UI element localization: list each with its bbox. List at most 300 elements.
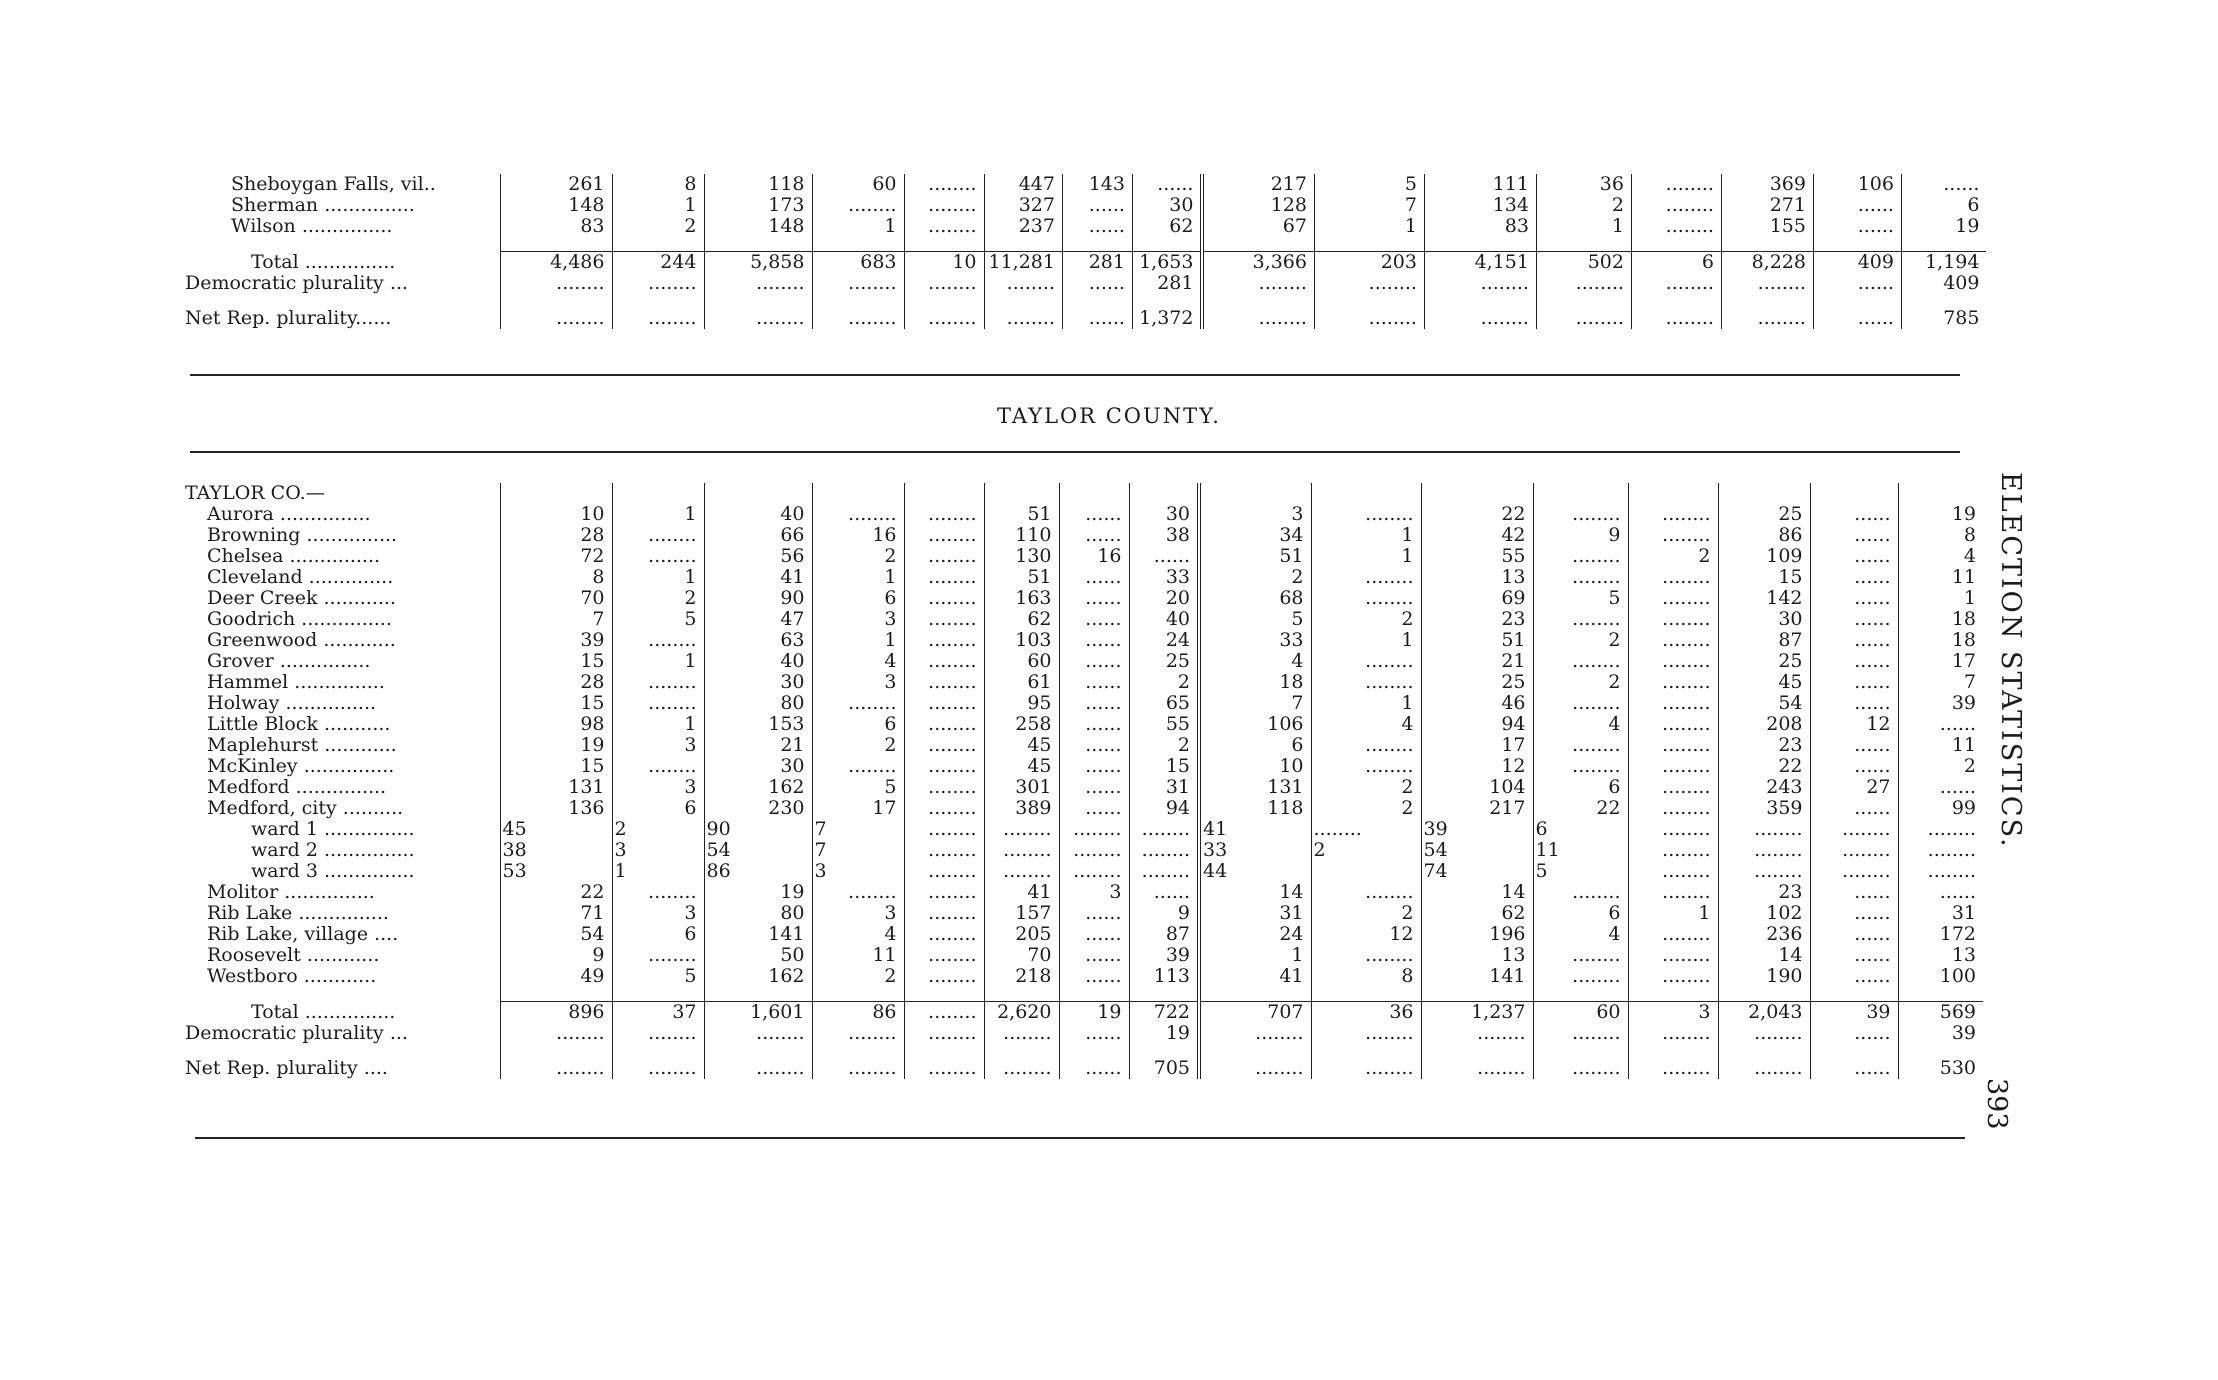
value-cell: ........ xyxy=(1536,273,1631,294)
spacer-cell xyxy=(612,987,704,1002)
value-cell: ........ xyxy=(1631,216,1721,237)
value-cell: 33 xyxy=(1129,567,1199,588)
value-cell: ........ xyxy=(812,504,904,525)
value-cell: ........ xyxy=(612,308,704,329)
value-cell: 39 xyxy=(1810,1002,1898,1024)
table-row xyxy=(185,861,1983,882)
value-cell: 24 xyxy=(1129,630,1199,651)
value-cell: 1 xyxy=(1199,945,1311,966)
value-cell: ........ xyxy=(1533,735,1628,756)
row-label: Greenwood ............ xyxy=(185,630,500,651)
value-cell: 27 xyxy=(1810,777,1898,798)
value-cell: 131 xyxy=(500,777,612,798)
spacer-cell xyxy=(1421,1044,1533,1058)
value-cell: ........ xyxy=(1721,273,1813,294)
value-cell: 9 xyxy=(500,945,612,966)
value-cell: 3 xyxy=(1059,882,1129,903)
value-cell: 3 xyxy=(812,903,904,924)
value-cell: 131 xyxy=(1199,777,1311,798)
ward-cell: ........ xyxy=(1129,840,1199,861)
value-cell: 4,151 xyxy=(1424,252,1536,274)
value-cell: ........ xyxy=(612,546,704,567)
value-cell: 68 xyxy=(1199,588,1311,609)
value-cell: ...... xyxy=(1810,630,1898,651)
spacer-cell xyxy=(1901,294,1986,308)
spacer-cell xyxy=(1062,237,1132,252)
value-cell: ........ xyxy=(1311,756,1421,777)
value-cell: ...... xyxy=(1810,567,1898,588)
value-cell: 16 xyxy=(812,525,904,546)
value-cell: 28 xyxy=(500,672,612,693)
value-cell: 55 xyxy=(1129,714,1199,735)
value-cell: ........ xyxy=(1533,546,1628,567)
value-cell: ........ xyxy=(1421,1023,1533,1044)
value-cell: ...... xyxy=(1810,903,1898,924)
value-cell: 30 xyxy=(704,756,812,777)
spacer-cell xyxy=(904,237,984,252)
value-cell: ...... xyxy=(1059,798,1129,819)
value-cell: 3 xyxy=(612,903,704,924)
total-row xyxy=(185,1002,1983,1024)
value-cell: 47 xyxy=(704,609,812,630)
value-cell: 2,043 xyxy=(1718,1002,1810,1024)
value-cell: 136 xyxy=(500,798,612,819)
value-cell: 13 xyxy=(1421,567,1533,588)
empty-cell xyxy=(812,483,904,504)
table-row xyxy=(185,819,1983,840)
value-cell: ...... xyxy=(1059,567,1129,588)
ward-cell: 2 xyxy=(1311,840,1421,861)
value-cell: 3 xyxy=(812,672,904,693)
row-label: ward 1 ............... xyxy=(185,819,500,840)
value-cell: 45 xyxy=(984,735,1059,756)
spacer-cell xyxy=(704,294,812,308)
section-divider-rule xyxy=(190,374,1960,376)
spacer-cell xyxy=(1424,237,1536,252)
value-cell: ........ xyxy=(1533,504,1628,525)
spacer-cell xyxy=(1536,294,1631,308)
value-cell: ...... xyxy=(1062,273,1132,294)
value-cell: 8 xyxy=(500,567,612,588)
value-cell: 6 xyxy=(812,588,904,609)
value-cell: ........ xyxy=(904,1002,984,1024)
value-cell: 10 xyxy=(1199,756,1311,777)
ward-cell: ........ xyxy=(1059,840,1129,861)
value-cell: ........ xyxy=(1314,273,1424,294)
spacer-cell xyxy=(1059,987,1129,1002)
value-cell: ........ xyxy=(904,273,984,294)
value-cell: ........ xyxy=(812,1058,904,1079)
value-cell: ...... xyxy=(1939,882,1976,903)
value-cell: 2 xyxy=(1533,630,1628,651)
value-cell: ........ xyxy=(1628,777,1718,798)
ward-cell: ........ xyxy=(1059,819,1129,840)
spacer-cell xyxy=(1628,987,1718,1002)
spacer-cell xyxy=(500,237,612,252)
spacer-cell xyxy=(1533,1044,1628,1058)
value-cell: ........ xyxy=(612,273,704,294)
ward-cell: ........ xyxy=(1810,861,1898,882)
empty-cell xyxy=(1129,483,1199,504)
ward-cell: ........ xyxy=(984,840,1059,861)
value-cell: ........ xyxy=(1628,504,1718,525)
value-cell: 60 xyxy=(1533,1002,1628,1024)
ward-cell: ........ xyxy=(904,819,984,840)
spacer-cell xyxy=(984,987,1059,1002)
value-cell: 51 xyxy=(1421,630,1533,651)
value-cell: 39 xyxy=(1951,1023,1976,1044)
ward-cell: 7 xyxy=(812,840,904,861)
table-row xyxy=(185,651,1983,672)
county-title: TAYLOR COUNTY. xyxy=(997,404,1221,428)
spacer-cell xyxy=(1718,1044,1810,1058)
value-cell: ...... xyxy=(1813,195,1901,216)
ward-cell: 3 xyxy=(812,861,904,882)
row-label: Medford, city .......... xyxy=(185,798,500,819)
value-cell: ........ xyxy=(1628,735,1718,756)
spacer-cell xyxy=(1631,294,1721,308)
value-cell: 80 xyxy=(704,903,812,924)
value-cell: 99 xyxy=(1951,798,1976,819)
spacer-cell xyxy=(1901,237,1986,252)
empty-cell xyxy=(1898,483,1983,504)
spacer-cell xyxy=(1199,1044,1311,1058)
county-header-row xyxy=(185,483,1983,504)
value-cell: 51 xyxy=(1199,546,1311,567)
value-cell: ...... xyxy=(1810,735,1898,756)
value-cell: ........ xyxy=(904,195,984,216)
empty-cell xyxy=(1059,483,1129,504)
value-cell: ...... xyxy=(1810,798,1898,819)
ward-cell: 1 xyxy=(612,861,704,882)
value-cell: ........ xyxy=(612,945,704,966)
value-cell: ........ xyxy=(904,1023,984,1044)
value-cell: ........ xyxy=(904,714,984,735)
value-cell: 25 xyxy=(1129,651,1199,672)
value-cell: 236 xyxy=(1718,924,1810,945)
ward-cell: 33 xyxy=(1199,840,1311,861)
value-cell: 20 xyxy=(1129,588,1199,609)
value-cell: 128 xyxy=(1202,195,1314,216)
value-cell: ........ xyxy=(1718,1058,1810,1079)
table-row xyxy=(185,735,1983,756)
value-cell: 98 xyxy=(500,714,612,735)
value-cell: 33 xyxy=(1199,630,1311,651)
value-cell: ...... xyxy=(1132,174,1202,195)
empty-cell xyxy=(1311,483,1421,504)
value-cell: 11 xyxy=(1951,735,1976,756)
value-cell: ...... xyxy=(1813,216,1901,237)
value-cell: ...... xyxy=(1059,714,1129,735)
spacer-cell xyxy=(1898,987,1983,1002)
value-cell: 359 xyxy=(1718,798,1810,819)
value-cell: 683 xyxy=(812,252,904,274)
value-cell: ........ xyxy=(1311,1023,1421,1044)
value-cell: ........ xyxy=(1533,1058,1628,1079)
spacer-cell xyxy=(185,1044,500,1058)
value-cell: 2 xyxy=(1963,756,1976,777)
value-cell: 141 xyxy=(704,924,812,945)
spacer-cell xyxy=(704,1044,812,1058)
ward-cell: ........ xyxy=(1628,819,1718,840)
value-cell: ........ xyxy=(1202,308,1314,329)
row-label: Rib Lake, village .... xyxy=(185,924,500,945)
empty-cell xyxy=(1199,483,1311,504)
value-cell: ...... xyxy=(1813,308,1901,329)
value-cell: 65 xyxy=(1129,693,1199,714)
value-cell: 196 xyxy=(1421,924,1533,945)
value-cell: ........ xyxy=(984,1058,1059,1079)
spacer-cell xyxy=(1536,237,1631,252)
value-cell: 6 xyxy=(1967,195,1980,216)
value-cell: 4 xyxy=(1533,714,1628,735)
value-cell: 60 xyxy=(984,651,1059,672)
value-cell: 23 xyxy=(1421,609,1533,630)
spacer-cell xyxy=(185,294,500,308)
value-cell: ...... xyxy=(1059,735,1129,756)
ward-cell: ........ xyxy=(1628,861,1718,882)
value-cell: 8 xyxy=(1963,525,1976,546)
value-cell: 141 xyxy=(1421,966,1533,987)
value-cell: 17 xyxy=(1951,651,1976,672)
value-cell: ........ xyxy=(500,308,612,329)
value-cell: ...... xyxy=(1059,903,1129,924)
value-cell: 327 xyxy=(984,195,1062,216)
spacer-cell xyxy=(1311,1044,1421,1058)
value-cell: 2 xyxy=(812,735,904,756)
value-cell: 102 xyxy=(1718,903,1810,924)
ward-cell: ........ xyxy=(984,819,1059,840)
value-cell: ........ xyxy=(1628,693,1718,714)
spacer-cell xyxy=(904,294,984,308)
running-head: ELECTION STATISTICS. xyxy=(1995,472,2026,849)
value-cell: ...... xyxy=(1810,924,1898,945)
value-cell: ...... xyxy=(1059,651,1129,672)
value-cell: ...... xyxy=(1062,308,1132,329)
value-cell: 106 xyxy=(1813,174,1901,195)
value-cell: ........ xyxy=(1533,1023,1628,1044)
value-cell: 3 xyxy=(612,735,704,756)
spacer-cell xyxy=(1059,1044,1129,1058)
spacer-cell xyxy=(984,237,1062,252)
row-label: Aurora ............... xyxy=(185,504,500,525)
value-cell: 61 xyxy=(984,672,1059,693)
value-cell: ........ xyxy=(812,1023,904,1044)
value-cell: 41 xyxy=(704,567,812,588)
value-cell: 62 xyxy=(984,609,1059,630)
value-cell: 707 xyxy=(1199,1002,1311,1024)
value-cell: 30 xyxy=(1129,504,1199,525)
value-cell: ...... xyxy=(1813,273,1901,294)
county-header-label: TAYLOR CO.— xyxy=(185,483,500,504)
value-cell: ........ xyxy=(904,735,984,756)
value-cell: ........ xyxy=(904,174,984,195)
value-cell: 24 xyxy=(1199,924,1311,945)
value-cell: ........ xyxy=(1533,756,1628,777)
value-cell: ...... xyxy=(1810,1058,1898,1079)
value-cell: 162 xyxy=(704,777,812,798)
value-cell: 142 xyxy=(1718,588,1810,609)
value-cell: ........ xyxy=(1631,308,1721,329)
value-cell: ........ xyxy=(904,966,984,987)
value-cell: 90 xyxy=(704,588,812,609)
value-cell: 130 xyxy=(984,546,1059,567)
value-cell: ...... xyxy=(1062,195,1132,216)
value-cell: 281 xyxy=(1062,252,1132,274)
value-cell: ........ xyxy=(1536,308,1631,329)
value-cell: 6 xyxy=(1631,252,1721,274)
spacer-cell xyxy=(812,294,904,308)
spacer-cell xyxy=(1314,237,1424,252)
value-cell: 409 xyxy=(1943,273,1980,294)
spacer-cell xyxy=(612,294,704,308)
row-label: Molitor ............... xyxy=(185,882,500,903)
table-row xyxy=(185,777,1983,798)
value-cell: 1 xyxy=(1628,903,1718,924)
table-row xyxy=(185,882,1983,903)
value-cell: 62 xyxy=(1421,903,1533,924)
ward-cell: ........ xyxy=(1129,819,1199,840)
value-cell: ........ xyxy=(904,1058,984,1079)
ward-cell: 38 xyxy=(500,840,612,861)
value-cell: ........ xyxy=(1202,273,1314,294)
value-cell: 281 xyxy=(1132,273,1202,294)
ward-cell: 44 xyxy=(1199,861,1311,882)
value-cell: 143 xyxy=(1062,174,1132,195)
value-cell: 6 xyxy=(1533,777,1628,798)
ward-cell: ........ xyxy=(1810,819,1898,840)
table-row xyxy=(185,504,1983,525)
value-cell: ........ xyxy=(1628,525,1718,546)
value-cell: ........ xyxy=(812,273,904,294)
value-cell: 22 xyxy=(1421,504,1533,525)
value-cell: 15 xyxy=(500,756,612,777)
value-cell: 21 xyxy=(704,735,812,756)
value-cell: 46 xyxy=(1421,693,1533,714)
row-label: Democratic plurality ... xyxy=(185,273,500,294)
table-row xyxy=(185,567,1983,588)
value-cell: 3 xyxy=(1628,1002,1718,1024)
value-cell: ........ xyxy=(1311,504,1421,525)
value-cell: 3 xyxy=(1199,504,1311,525)
value-cell: ........ xyxy=(704,1023,812,1044)
value-cell: 1,194 xyxy=(1901,252,1986,274)
spacer-cell xyxy=(185,237,500,252)
value-cell: 1 xyxy=(1311,546,1421,567)
value-cell: 4 xyxy=(1533,924,1628,945)
value-cell: ........ xyxy=(1628,882,1718,903)
table-row xyxy=(185,546,1983,567)
value-cell: 5 xyxy=(812,777,904,798)
value-cell: ........ xyxy=(1721,308,1813,329)
table-row xyxy=(185,966,1983,987)
ward-cell: ........ xyxy=(1718,819,1810,840)
ward-cell: 41 xyxy=(1199,819,1311,840)
value-cell: 12 xyxy=(1421,756,1533,777)
value-cell: ...... xyxy=(1939,777,1976,798)
value-cell: 10 xyxy=(904,252,984,274)
taylor-county-table xyxy=(185,483,1983,1079)
value-cell: ...... xyxy=(1810,1023,1898,1044)
value-cell: 7 xyxy=(1314,195,1424,216)
value-cell: 2 xyxy=(1533,672,1628,693)
value-cell: ........ xyxy=(904,756,984,777)
value-cell: 113 xyxy=(1129,966,1199,987)
value-cell: 16 xyxy=(1059,546,1129,567)
value-cell: ........ xyxy=(1424,273,1536,294)
value-cell: 1 xyxy=(1314,216,1424,237)
value-cell: 4 xyxy=(812,651,904,672)
value-cell: ...... xyxy=(1059,945,1129,966)
value-cell: ........ xyxy=(1199,1023,1311,1044)
value-cell: 39 xyxy=(500,630,612,651)
value-cell: ........ xyxy=(1311,945,1421,966)
row-label: Holway ............... xyxy=(185,693,500,714)
row-label: Total ............... xyxy=(185,252,500,274)
value-cell: 530 xyxy=(1939,1058,1976,1079)
value-cell: 6 xyxy=(612,924,704,945)
spacer-cell xyxy=(812,1044,904,1058)
value-cell: ...... xyxy=(1059,693,1129,714)
value-cell: ........ xyxy=(904,567,984,588)
spacer-cell xyxy=(1314,294,1424,308)
value-cell: 14 xyxy=(1421,882,1533,903)
ward-cell: 7 xyxy=(812,819,904,840)
table-row xyxy=(185,588,1983,609)
value-cell: 45 xyxy=(1718,672,1810,693)
value-cell: 109 xyxy=(1718,546,1810,567)
value-cell: 50 xyxy=(704,945,812,966)
value-cell: 5,858 xyxy=(704,252,812,274)
value-cell: 70 xyxy=(500,588,612,609)
value-cell: 41 xyxy=(1199,966,1311,987)
spacer-cell xyxy=(500,294,612,308)
value-cell: 8 xyxy=(612,174,704,195)
table-row xyxy=(185,273,1986,294)
ward-cell: 2 xyxy=(612,819,704,840)
value-cell: ...... xyxy=(1059,756,1129,777)
value-cell: ........ xyxy=(1533,882,1628,903)
value-cell: ........ xyxy=(812,882,904,903)
value-cell: 25 xyxy=(1718,651,1810,672)
value-cell: 51 xyxy=(984,504,1059,525)
empty-cell xyxy=(612,483,704,504)
value-cell: 23 xyxy=(1718,882,1810,903)
value-cell: ........ xyxy=(904,882,984,903)
value-cell: 9 xyxy=(1533,525,1628,546)
empty-cell xyxy=(1810,483,1898,504)
value-cell: 86 xyxy=(1718,525,1810,546)
value-cell: 15 xyxy=(500,693,612,714)
value-cell: 2 xyxy=(1311,777,1421,798)
table-row xyxy=(185,630,1983,651)
value-cell: 100 xyxy=(1939,966,1976,987)
table-row xyxy=(185,798,1983,819)
row-label: Browning ............... xyxy=(185,525,500,546)
value-cell: 785 xyxy=(1943,308,1980,329)
value-cell: 157 xyxy=(984,903,1059,924)
empty-cell xyxy=(500,483,612,504)
value-cell: ........ xyxy=(1628,567,1718,588)
value-cell: 1 xyxy=(1311,693,1421,714)
ward-cell: ........ xyxy=(1718,861,1810,882)
row-label: Hammel ............... xyxy=(185,672,500,693)
value-cell: 3,366 xyxy=(1202,252,1314,274)
value-cell: 4 xyxy=(1963,546,1976,567)
value-cell: 389 xyxy=(984,798,1059,819)
table-row xyxy=(185,672,1983,693)
value-cell: 2 xyxy=(1536,195,1631,216)
